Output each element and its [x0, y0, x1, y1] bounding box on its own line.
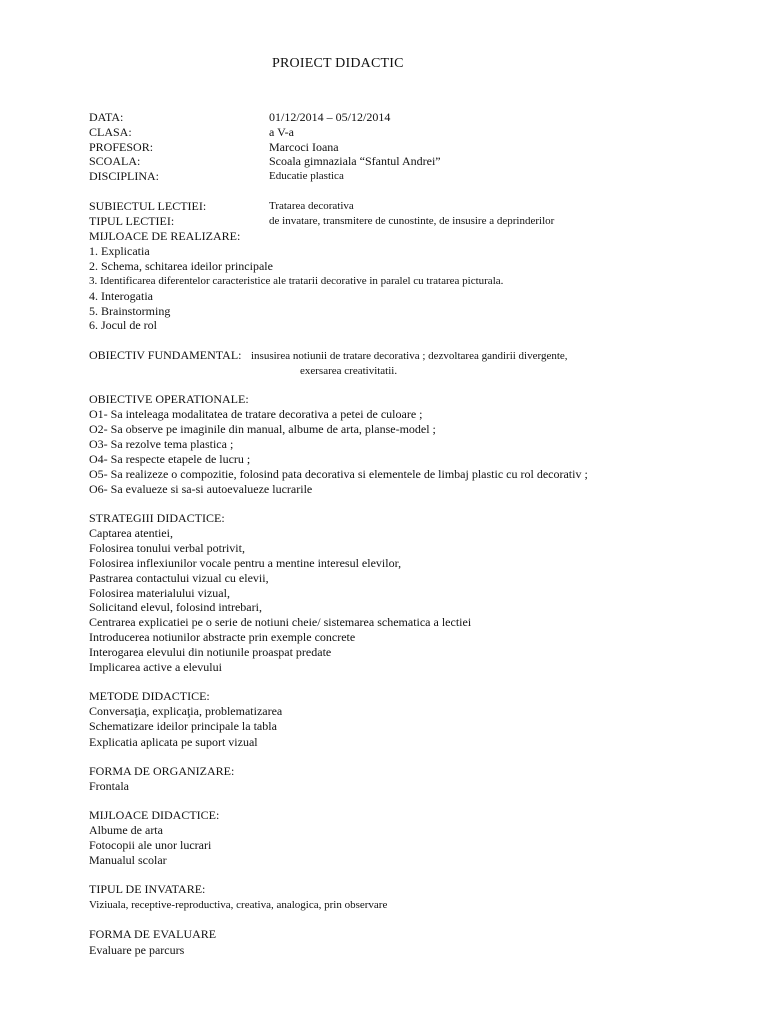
- metode-heading: METODE DIDACTICE:: [89, 689, 210, 703]
- list-item: O6- Sa evalueze si sa-si autoevalueze lucrarile: [89, 482, 313, 496]
- tipul-lectiei-value: de invatare, transmitere de cunostinte, de insusire a deprinderilor: [269, 215, 555, 227]
- list-item: O3- Sa rezolve tema plastica ;: [89, 437, 234, 451]
- list-item: Implicarea active a elevului: [89, 660, 222, 674]
- list-item: Folosirea tonului verbal potrivit,: [89, 541, 245, 555]
- list-item: O5- Sa realizeze o compozitie, folosind pata decorativa si elementele de limbaj plastic cu rol decorativ ;: [89, 467, 588, 481]
- list-item: 2. Schema, schitarea ideilor principale: [89, 259, 273, 273]
- list-item: O1- Sa inteleaga modalitatea de tratare decorativa a petei de culoare ;: [89, 407, 423, 421]
- document-title: PROIECT DIDACTIC: [272, 56, 404, 71]
- profesor-label: PROFESOR:: [89, 140, 154, 154]
- tipul-lectiei-label: TIPUL LECTIEI:: [89, 214, 175, 228]
- list-item: Explicatia aplicata pe suport vizual: [89, 735, 258, 749]
- list-item: Captarea atentiei,: [89, 526, 173, 540]
- tipul-invatare-heading: TIPUL DE INVATARE:: [89, 882, 206, 896]
- list-item: 5. Brainstorming: [89, 304, 171, 318]
- mijloace-didactice-heading: MIJLOACE DIDACTICE:: [89, 808, 220, 822]
- list-item: Solicitand elevul, folosind intrebari,: [89, 600, 262, 614]
- obiectiv-fundamental-label: OBIECTIV FUNDAMENTAL:: [89, 348, 242, 362]
- list-item: Manualul scolar: [89, 853, 167, 867]
- list-item: 6. Jocul de rol: [89, 318, 157, 332]
- list-item: Interogarea elevului din notiunile proaspat predate: [89, 645, 332, 659]
- disciplina-value: Educatie plastica: [269, 170, 344, 182]
- list-item: Pastrarea contactului vizual cu elevii,: [89, 571, 269, 585]
- obiective-operationale-heading: OBIECTIVE OPERATIONALE:: [89, 392, 249, 406]
- list-item: Frontala: [89, 779, 129, 793]
- list-item: Centrarea explicatiei pe o serie de notiuni cheie/ sistemarea schematica a lectiei: [89, 615, 472, 629]
- list-item: Schematizare ideilor principale la tabla: [89, 719, 277, 733]
- list-item: O4- Sa respecte etapele de lucru ;: [89, 452, 251, 466]
- list-item: 3. Identificarea diferentelor caracteristice ale tratarii decorative in paralel cu tratarea picturala.: [89, 275, 504, 287]
- list-item: Folosirea materialului vizual,: [89, 586, 230, 600]
- profesor-value: Marcoci Ioana: [269, 140, 339, 154]
- clasa-value: a V-a: [269, 125, 294, 139]
- data-value: 01/12/2014 – 05/12/2014: [269, 110, 391, 124]
- list-item: 1. Explicatia: [89, 244, 150, 258]
- list-item: Introducerea notiunilor abstracte prin exemple concrete: [89, 630, 356, 644]
- list-item: Folosirea inflexiunilor vocale pentru a mentine interesul elevilor,: [89, 556, 402, 570]
- obiectiv-fundamental-text: insusirea notiunii de tratare decorativa ; dezvoltarea gandirii divergente,: [251, 350, 568, 362]
- list-item: Albume de arta: [89, 823, 163, 837]
- list-item: Evaluare pe parcurs: [89, 943, 185, 957]
- disciplina-label: DISCIPLINA:: [89, 169, 160, 183]
- subiectul-label: SUBIECTUL LECTIEI:: [89, 199, 207, 213]
- scoala-value: Scoala gimnaziala “Sfantul Andrei”: [269, 154, 441, 168]
- mijloace-realizare-heading: MIJLOACE DE REALIZARE:: [89, 229, 241, 243]
- list-item: Viziuala, receptive-reproductiva, creativa, analogica, prin observare: [89, 899, 388, 911]
- list-item: Conversaţia, explicaţia, problematizarea: [89, 704, 283, 718]
- data-label: DATA:: [89, 110, 124, 124]
- obiectiv-fundamental-text-cont: exersarea creativitatii.: [300, 365, 398, 377]
- forma-evaluare-heading: FORMA DE EVALUARE: [89, 927, 217, 941]
- scoala-label: SCOALA:: [89, 154, 141, 168]
- clasa-label: CLASA:: [89, 125, 132, 139]
- subiectul-value: Tratarea decorativa: [269, 200, 354, 212]
- list-item: Fotocopii ale unor lucrari: [89, 838, 212, 852]
- list-item: O2- Sa observe pe imaginile din manual, albume de arta, planse-model ;: [89, 422, 436, 436]
- list-item: 4. Interogatia: [89, 289, 153, 303]
- forma-organizare-heading: FORMA DE ORGANIZARE:: [89, 764, 235, 778]
- strategii-heading: STRATEGIII DIDACTICE:: [89, 511, 225, 525]
